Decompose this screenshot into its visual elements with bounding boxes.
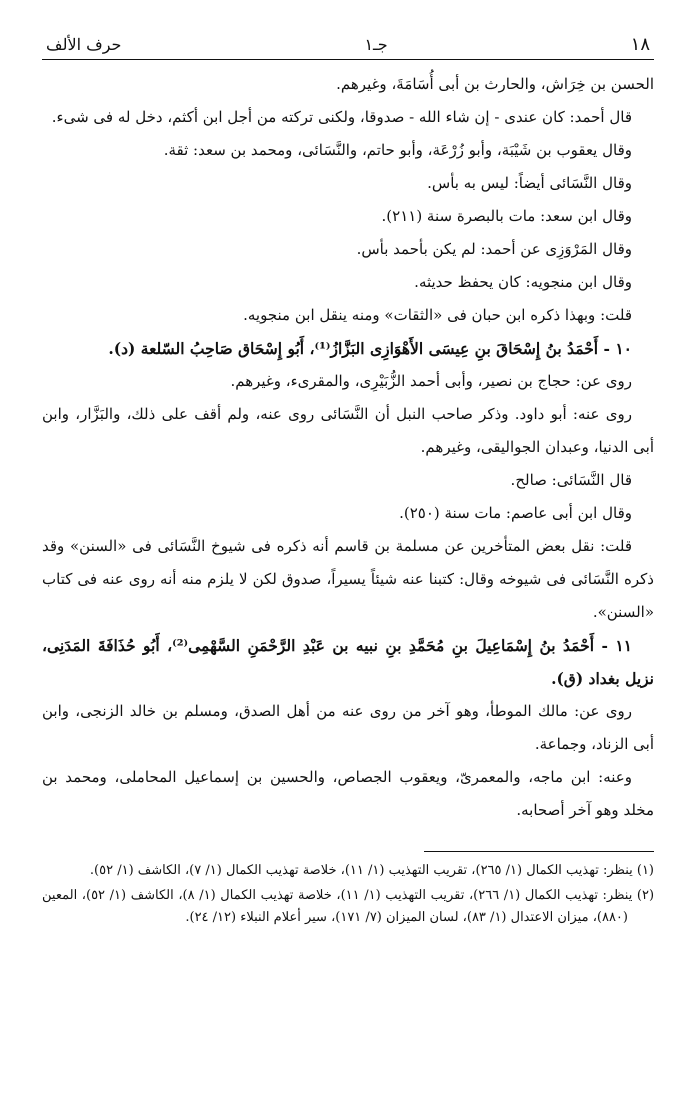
- text-paragraph: وقال ابن منجويه: كان يحفظ حديثه.: [414, 273, 632, 291]
- text-paragraph: وقال ابن سعد: مات بالبصرة سنة (٢١١).: [381, 207, 632, 225]
- entry-heading-10: ١٠ - أَحْمَدُ بنُ إِسْحَاقَ بنِ عِيسَى الأَهْوَازِى البَزَّازُ⁽¹⁾، أَبُو إِسْحَاق صَاحِبُ السّلعة (د).: [108, 339, 632, 358]
- volume-label: جـ١: [364, 35, 388, 54]
- text-paragraph: قلت: نقل بعض المتأخرين عن مسلمة بن قاسم أنه ذكره فى شيوخ النَّسَائى فى «السنن» وقد ذكره النَّسَائى فى شيوخه وقال: كتبنا عنه شيئاً يسيراً، صدوق لكن لا يلزم منه أنه روى عنه فى كتاب «السنن».: [42, 537, 654, 621]
- text-paragraph: روى عن: مالك الموطأ، وهو آخر من روى عنه من أهل الصدق، ومسلم بن خالد الزنجى، وابن أبى الزناد، وجماعة.: [42, 702, 654, 753]
- page-body: [42, 68, 654, 827]
- text-paragraph: وقال النَّسَائى أيضاً: ليس به بأس.: [427, 174, 632, 192]
- text-paragraph: وعنه: ابن ماجه، والمعمرىّ، ويعقوب الجصاص، والحسين بن إسماعيل المحاملى، ومحمد بن مخلد وهو آخر أصحابه.: [42, 768, 654, 819]
- page-header: [42, 34, 654, 60]
- text-paragraph: وقال المَرْوَزِى عن أحمد: لم يكن بأحمد بأس.: [356, 240, 632, 258]
- chapter-title: حرف الألف: [46, 35, 122, 54]
- text-paragraph: روى عن: حجاج بن نصير، وأبى أحمد الزُّبَيْرِى، والمقرىء، وغيرهم.: [230, 372, 632, 390]
- text-paragraph: قال أحمد: كان عندى - إن شاء الله - صدوقا، ولكنى تركته من أجل ابن أكثم، دخل له فى شىء.: [51, 108, 632, 126]
- text-paragraph: وقال ابن أبى عاصم: مات سنة (٢٥٠).: [399, 504, 632, 522]
- text-paragraph: قلت: وبهذا ذكره ابن حبان فى «الثقات» ومنه ينقل ابن منجويه.: [243, 306, 632, 324]
- text-line: الحسن بن خِرَاش، والحارث بن أبى أُسَامَةَ، وغيرهم.: [336, 75, 654, 93]
- footnote-divider: [424, 851, 654, 852]
- text-paragraph: وقال يعقوب بن شَيْبَة، وأبو زُرْعَة، وأبو حاتم، والنَّسَائى، ومحمد بن سعد: ثقة.: [163, 141, 632, 159]
- footnote-1: (١) ينظر: تهذيب الكمال (١/ ٢٦٥)، تقريب التهذيب (١/ ١١)، خلاصة تهذيب الكمال (١/ ٧)، الكاشف (١/ ٥٢).: [89, 863, 654, 878]
- entry-heading-11: ١١ - أَحْمَدُ بنُ إِسْمَاعِيلَ بنِ مُحَمَّدِ بنِ نبيه بن عَبْدِ الرَّحْمَنِ السَّهْمِى⁽²⁾، أَبُو حُذَافَةَ المَدَنِى، نزيل بغداد (ق).: [42, 636, 654, 688]
- text-paragraph: روى عنه: أبو داود. وذكر صاحب النبل أن النَّسَائى روى عنه، ولم أقف على ذلك، والبَزَّار، وابن أبى الدنيا، وعبدان الجواليقى، وغيرهم.: [42, 405, 654, 456]
- page-number: ١٨: [630, 34, 650, 55]
- footnotes: [42, 860, 654, 929]
- text-paragraph: قال النَّسَائى: صالح.: [510, 471, 632, 489]
- footnote-2: (٢) ينظر: تهذيب الكمال (١/ ٢٦٦)، تقريب التهذيب (١/ ١١)، خلاصة تهذيب الكمال (١/ ٨)، الكاشف (١/ ٥٢)، المعين (٨٨٠)، ميزان الاعتدال (١/ ٨٣)، لسان الميزان (٧/ ١٧١)، سير أعلام النبلاء (١٢/ ٢٤).: [42, 888, 655, 925]
